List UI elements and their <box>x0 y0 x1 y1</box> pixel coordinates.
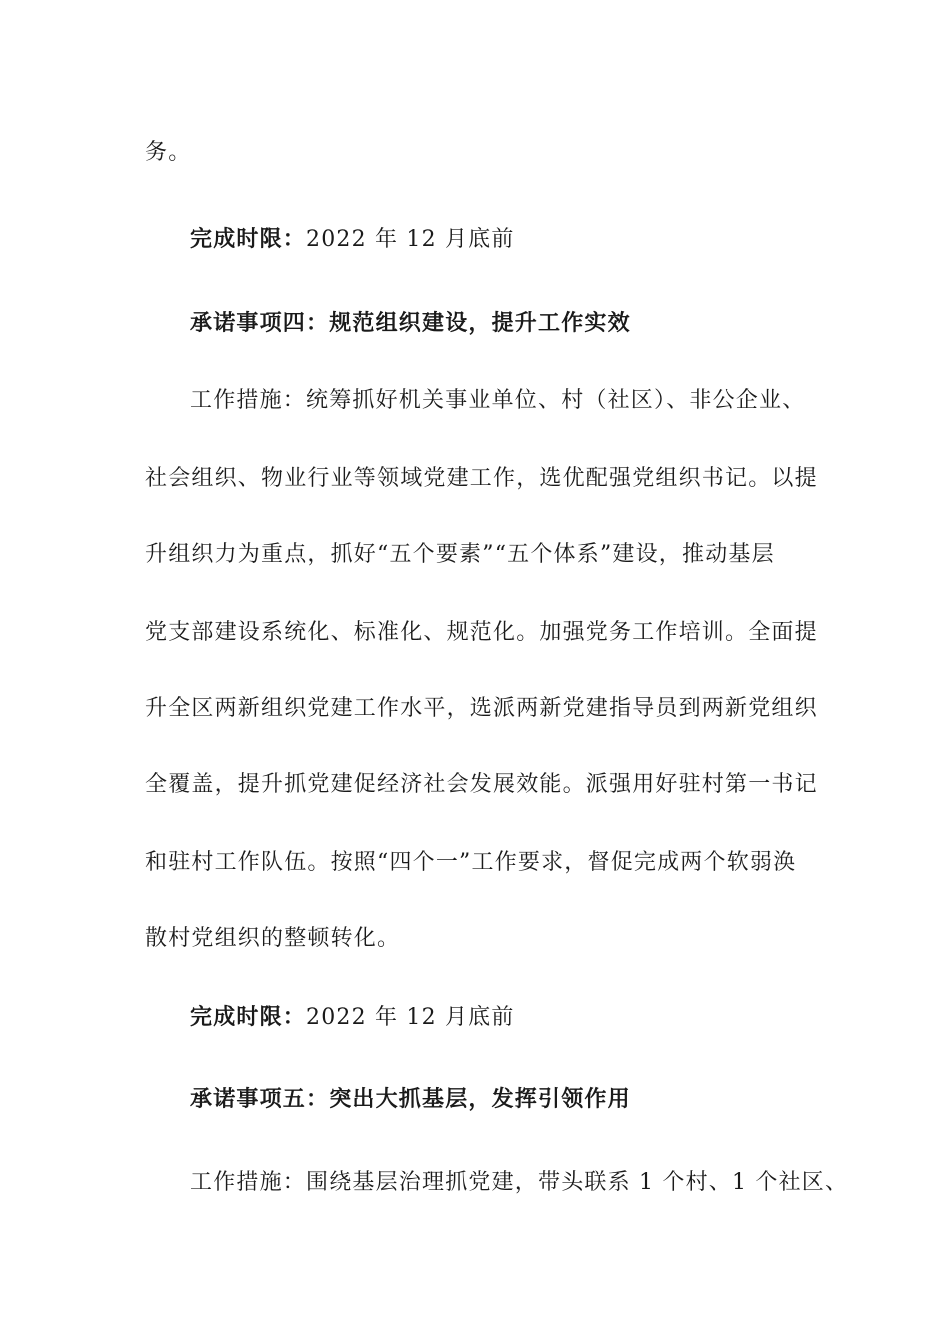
measures-line-9: 工作措施：围绕基层治理抓党建，带头联系 1 个村、1 个社区、 <box>190 1170 849 1195</box>
paragraph-line-continuation: 务。 <box>145 140 192 165</box>
deadline-label: 完成时限： <box>190 1004 307 1030</box>
deadline-value: 2022 年 12 月底前 <box>306 1005 515 1030</box>
commitment-heading-5: 承诺事项五：突出大抓基层，发挥引领作用 <box>190 1086 631 1112</box>
deadline-label: 完成时限： <box>190 226 307 252</box>
deadline-line-2 <box>190 1002 515 1033</box>
measures-line-4: 党支部建设系统化、标准化、规范化。加强党务工作培训。全面提 <box>145 620 818 645</box>
measures-line-5: 升全区两新组织党建工作水平，选派两新党建指导员到两新党组织 <box>145 696 818 721</box>
measures-line-7: 和驻村工作队伍。按照“四个一”工作要求，督促完成两个软弱涣 <box>145 850 797 875</box>
measures-line-8: 散村党组织的整顿转化。 <box>145 926 401 951</box>
measures-line-6: 全覆盖，提升抓党建促经济社会发展效能。派强用好驻村第一书记 <box>145 772 818 797</box>
measures-line-1: 工作措施：统筹抓好机关事业单位、村（社区）、非公企业、 <box>190 388 806 413</box>
measures-line-2: 社会组织、物业行业等领域党建工作，选优配强党组织书记。以提 <box>145 466 818 491</box>
deadline-line-1 <box>190 224 515 255</box>
deadline-value: 2022 年 12 月底前 <box>306 227 515 252</box>
measures-line-3: 升组织力为重点，抓好“五个要素”“五个体系”建设，推动基层 <box>145 542 775 567</box>
commitment-heading-4: 承诺事项四：规范组织建设，提升工作实效 <box>190 310 631 336</box>
